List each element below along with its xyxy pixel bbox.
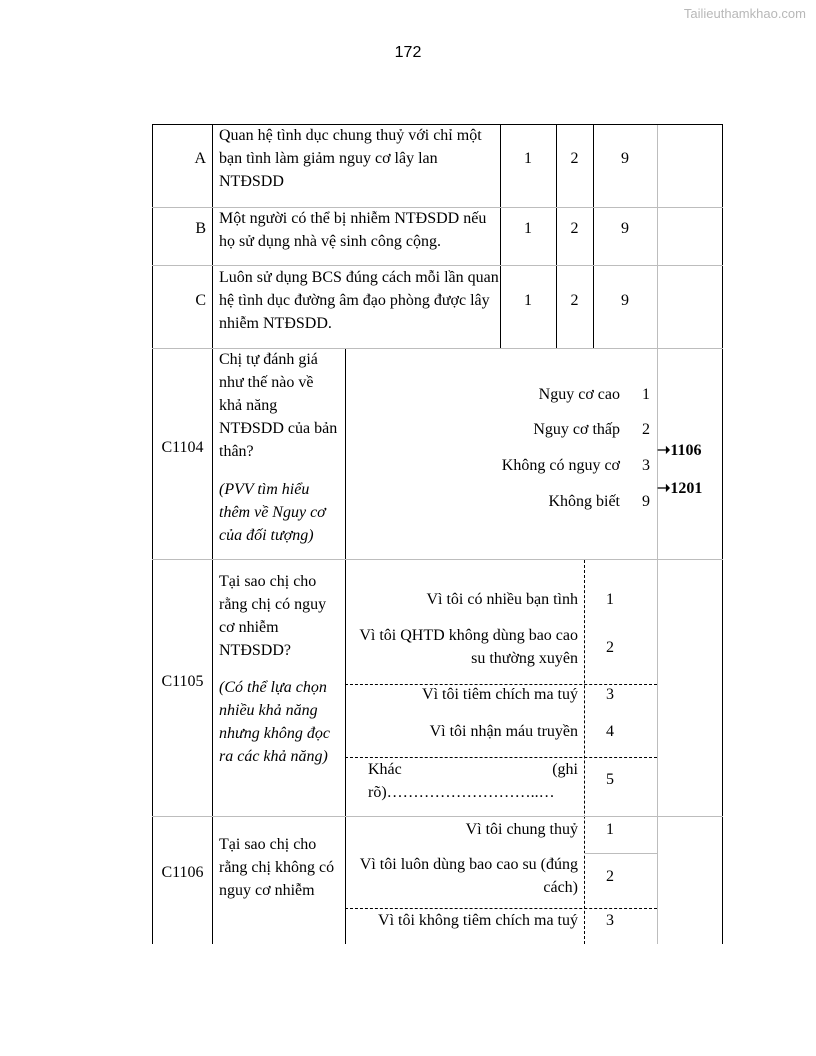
option-label: Vì tôi luôn dùng bao cao su (đúng cách) (359, 856, 578, 896)
option-code: 5 (606, 771, 614, 788)
option-label: Vì tôi nhận máu truyền (429, 723, 578, 740)
question-text: Tại sao chị cho rằng chị không có nguy cơ nhiễm (219, 836, 335, 899)
row-letter: C (195, 292, 206, 309)
option-label: Vì tôi không tiêm chích ma tuý (378, 912, 578, 929)
code-disagree: 2 (570, 150, 579, 167)
option-label: Không có nguy cơ (501, 457, 620, 474)
skip-instruction: ➝1201 (657, 480, 703, 497)
option-code: 2 (606, 868, 614, 885)
option-code: 2 (642, 421, 650, 438)
code-dont-know: 9 (621, 220, 629, 237)
option-label: Vì tôi QHTD không dùng bao cao su thường xuyên (359, 627, 578, 667)
question-text: Chị tự đánh giá như thế nào về khả năng NTĐSDD của bản thân? (219, 351, 338, 460)
row-letter: B (195, 220, 206, 237)
option-code: 4 (606, 723, 614, 740)
code-dont-know: 9 (621, 292, 629, 309)
option-code: 2 (606, 639, 614, 656)
option-code: 3 (642, 457, 650, 474)
skip-instruction: ➝1106 (657, 442, 702, 459)
code-disagree: 2 (570, 220, 579, 237)
option-label: Nguy cơ thấp (533, 421, 620, 438)
question-text: Tại sao chị cho rằng chị có nguy cơ nhiễm NTĐSDD? (219, 573, 327, 659)
option-code: 3 (606, 686, 614, 703)
option-code: 1 (606, 821, 614, 838)
code-agree: 1 (524, 220, 532, 237)
option-label: Khác (ghi rõ)………………………..… (368, 761, 578, 801)
interviewer-note: (Có thể lựa chọn nhiều khả năng nhưng không đọc ra các khả năng) (219, 679, 330, 765)
option-code: 3 (606, 912, 614, 929)
option-label: Vì tôi chung thuỷ (465, 821, 578, 838)
option-label: Nguy cơ cao (538, 386, 620, 403)
watermark: Tailieuthamkhao.com (683, 6, 806, 21)
question-code: C1104 (161, 439, 204, 456)
statement-text: Quan hệ tình dục chung thuỷ với chỉ một bạn tình làm giảm nguy cơ lây lan NTĐSDD (219, 127, 482, 190)
statement-text: Luôn sử dụng BCS đúng cách mỗi lần quan hệ tình dục đường âm đạo phòng được lây nhiễm NTĐSDD. (219, 269, 499, 332)
page-number: 172 (394, 44, 422, 61)
question-code: C1106 (161, 864, 204, 881)
arrow-right-icon: ➝ (657, 480, 671, 497)
code-agree: 1 (524, 292, 532, 309)
interviewer-note: (PVV tìm hiểu thêm về Nguy cơ của đối tượng) (219, 481, 326, 544)
code-agree: 1 (524, 150, 532, 167)
arrow-right-icon: ➝ (657, 442, 671, 459)
question-code: C1105 (161, 673, 204, 690)
option-label: Vì tôi có nhiều bạn tình (426, 591, 578, 608)
statement-text: Một người có thể bị nhiễm NTĐSDD nếu họ sử dụng nhà vệ sinh công cộng. (219, 210, 487, 250)
option-code: 9 (642, 493, 650, 510)
code-dont-know: 9 (621, 150, 629, 167)
option-code: 1 (642, 386, 650, 403)
option-label: Không biết (548, 493, 620, 510)
code-disagree: 2 (570, 292, 579, 309)
row-letter: A (194, 150, 206, 167)
option-label: Vì tôi tiêm chích ma tuý (422, 686, 578, 703)
option-code: 1 (606, 591, 614, 608)
